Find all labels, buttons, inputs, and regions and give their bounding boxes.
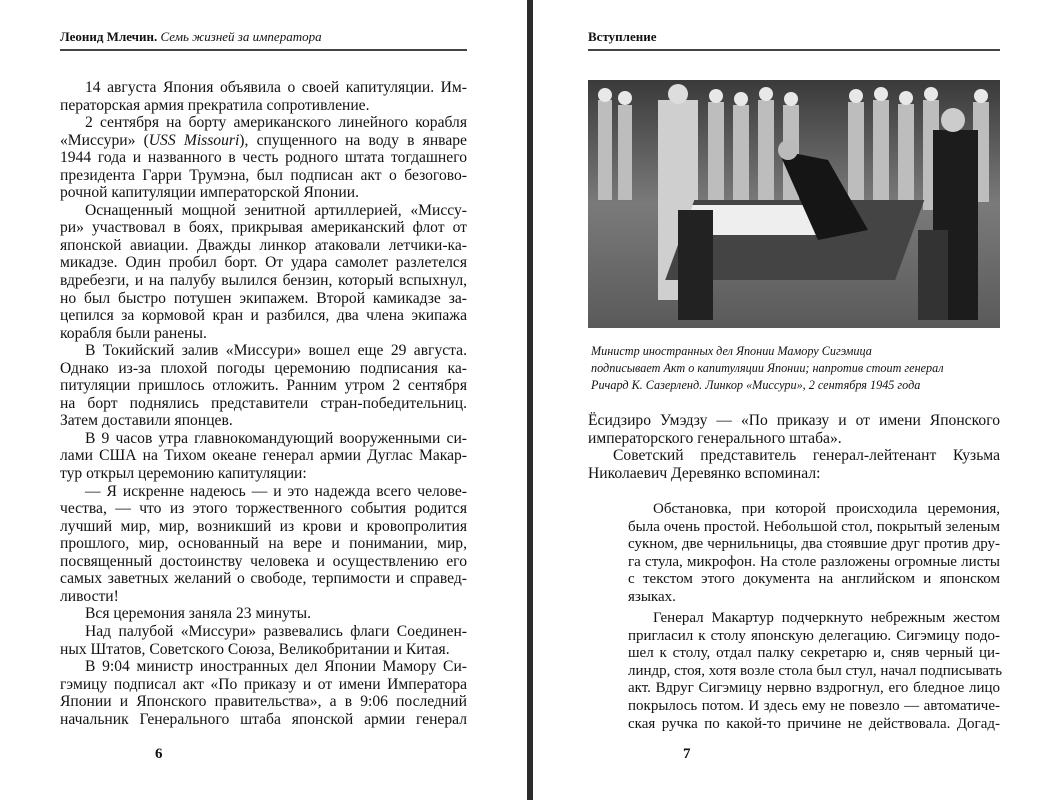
block-quote	[628, 501, 1003, 733]
text-line: Генерал Макартур подчеркнуто небрежным жестом	[653, 610, 1000, 627]
text-line: тур открыл церемонию капитуляции:	[60, 465, 307, 483]
header-author: Леонид Млечин.	[60, 29, 158, 44]
paragraph	[60, 79, 467, 114]
paragraph	[60, 658, 467, 728]
page-number: 7	[683, 746, 691, 762]
text-line: Однако из-за плохой погоды церемонию подписания ка-	[60, 359, 467, 377]
text-line: ных Штатов, Советского Союза, Великобритании и Китая.	[60, 640, 450, 658]
text-line: рочной капитуляции императорской Японии.	[60, 184, 359, 202]
caption-line: Ричард К. Сазерленд. Линкор «Миссури», 2 сентября 1945 года	[591, 378, 921, 392]
text-line: покрылось потом. И здесь ему не повезло — автоматиче-	[628, 698, 1000, 715]
text-line: линдр, стоя, хотя возле стола был стул, начал подписывать	[628, 662, 1003, 679]
text-line: Японии и Японского правительства», а в 9:06 последний	[60, 693, 467, 711]
paragraph	[60, 202, 467, 342]
text-line: акт. Вдруг Сигэмицу нервно вздрогнул, его бледное лицо	[628, 680, 1000, 697]
header-book-title: Семь жизней за императора	[160, 29, 322, 44]
paragraph	[60, 623, 467, 658]
text-line: ливости!	[60, 587, 119, 605]
left-body-text	[60, 79, 467, 728]
text-line: цепился за кормовой кран и разбился, два члена экипажа	[60, 307, 467, 325]
text-line: «Миссури» (USS Missouri), спущенного на воду в январе	[60, 131, 467, 149]
text-line: Советский представитель генерал-лейтенант Кузьма	[613, 447, 1000, 465]
text-line: 14 августа Япония объявила о своей капитуляции. Им-	[85, 79, 467, 96]
paragraph	[628, 610, 1003, 733]
text-line: Оснащенный мощной зенитной артиллерией, «Миссу-	[85, 201, 467, 219]
text-line: Николаевич Деревянко вспоминал:	[588, 464, 821, 482]
text-line: ри» участвовал в боях, прикрывая американский флот от	[60, 219, 467, 237]
text-line: ская ручка по какой-то причине не действовала. Догад-	[628, 715, 1000, 732]
text-line: Над палубой «Миссури» развевались флаги Соединен-	[85, 622, 467, 640]
text-line: была очень простой. Небольшой стол, покрытый зеленым	[628, 518, 1000, 535]
text-line: лучший мир, мир, возникший из крови и кровопролития	[60, 517, 467, 535]
running-header	[588, 29, 656, 45]
text-line: с текстом этого документа на английском и японском	[628, 571, 1000, 588]
text-line: самых заветных желаний о свободе, терпимости и справед-	[60, 570, 467, 588]
text-line: сукном, две чернильницы, два стоявшие друг против дру-	[628, 536, 1000, 553]
text-line: шел к столу, отдал палку секретарю и, сняв черный ци-	[628, 645, 1000, 662]
paragraph	[588, 447, 1000, 482]
text-line: чества, — что из этого торжественного события родится	[60, 500, 467, 518]
right-page	[533, 0, 1060, 800]
text-line: микадзе. Один пробил борт. От удара самолет разлетелся	[60, 254, 467, 272]
running-header	[60, 29, 322, 45]
text-line: посвященный достоинству человека и осуществлению его	[60, 552, 467, 570]
paragraph	[60, 483, 467, 606]
text-line: 2 сентября на борту американского линейного корабля	[85, 114, 467, 132]
header-section-title: Вступление	[588, 29, 657, 44]
text-line: императорского генерального штаба».	[588, 429, 842, 447]
text-line: корабля были ранены.	[60, 324, 207, 342]
text-line: В 9:04 министр иностранных дел Японии Мамору Си-	[85, 658, 467, 676]
page-number: 6	[155, 746, 163, 762]
text-line: Ёсидзиро Умэдзу — «По приказу и от имени Японского	[588, 412, 1000, 429]
text-line: пригласил к столу японскую делегацию. Сигэмицу подо-	[628, 627, 1000, 644]
text-line: гэмицу подписал акт «По приказу и от имени Императора	[60, 675, 467, 693]
caption-line: подписывает Акт о капитуляции Японии; напротив стоит генерал	[591, 361, 944, 375]
text-line: В 9 часов утра главнокомандующий вооруженными си-	[85, 429, 467, 447]
text-line: Затем доставили японцев.	[60, 412, 233, 430]
text-line: га стула, микрофон. На столе разложены огромные листы	[628, 553, 1000, 570]
text-line: прошлого, мир, основанный на вере и понимании, мир,	[60, 535, 467, 553]
text-line: но был быстро потушен экипажем. Второй камикадзе за-	[60, 289, 467, 307]
text-line: на борт поднялись представители стран-победительниц.	[60, 394, 467, 412]
text-line: — Я искренне надеюсь — и это надежда всего челове-	[85, 482, 467, 500]
paragraph	[60, 342, 467, 430]
text-line: Вся церемония заняла 23 минуты.	[85, 605, 312, 623]
paragraph	[588, 412, 1000, 447]
text-line: Обстановка, при которой происходила церемония,	[653, 501, 1000, 517]
paragraph	[60, 430, 467, 483]
header-rule	[588, 49, 1000, 51]
text-line: языках.	[628, 588, 676, 605]
text-line: вдребезги, и на палубу вылился бензин, который вспыхнул,	[60, 272, 467, 290]
text-line: президента Гарри Трумэна, был подписан акт о безогово-	[60, 166, 467, 184]
right-body-text	[588, 412, 1000, 482]
text-line: начальник Генерального штаба японской армии генерал	[60, 710, 467, 728]
photo-caption	[591, 343, 944, 394]
text-line: ператорская армия прекратила сопротивление.	[60, 96, 370, 114]
paragraph	[60, 605, 467, 623]
text-line: В Токийский залив «Миссури» вошел еще 29 августа.	[85, 342, 467, 360]
paragraph	[60, 114, 467, 202]
text-line: питуляции пришлось отложить. Ранним утром 2 сентября	[60, 377, 467, 395]
text-line: 1944 года и названного в честь родного штата тогдашнего	[60, 149, 467, 167]
paragraph	[628, 501, 1000, 606]
text-line: японской авиации. Дважды линкор атаковали летчики-ка-	[60, 236, 467, 254]
text-line: лами США на Тихом океане генерал армии Дуглас Макар-	[60, 447, 467, 465]
left-page	[0, 0, 527, 800]
caption-line: Министр иностранных дел Японии Мамору Сигэмица	[591, 344, 872, 358]
surrender-ceremony-photo	[588, 80, 1000, 328]
header-rule	[60, 49, 467, 51]
